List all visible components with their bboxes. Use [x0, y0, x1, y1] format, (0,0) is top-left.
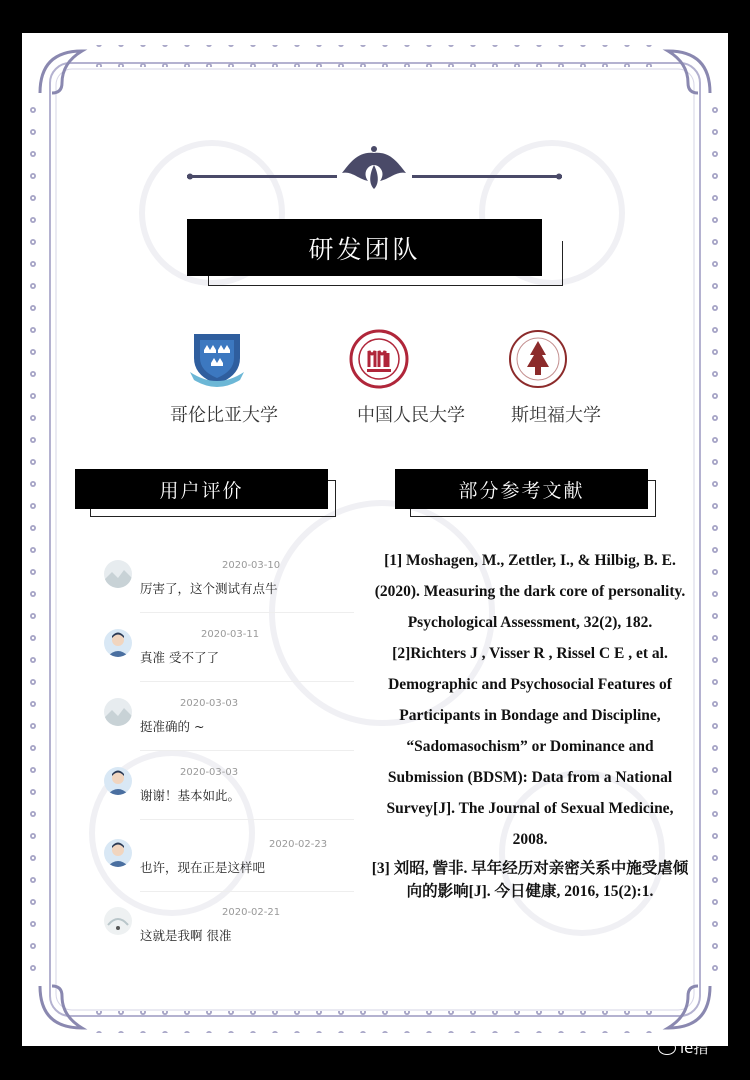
watermark-text: le指: [680, 1039, 709, 1057]
review-date: 2020-03-03: [180, 767, 239, 778]
renmin-seal-icon: [349, 329, 409, 389]
landscape-avatar-icon: [104, 907, 132, 935]
university-name-stanford: 斯坦福大学: [511, 405, 601, 426]
review-item: [104, 767, 354, 825]
landscape-avatar-icon: [104, 560, 132, 588]
review-item: [104, 629, 354, 687]
team-section-title: 研发团队: [308, 234, 421, 264]
reviews-section-title: 用户评价: [159, 479, 244, 502]
review-date: 2020-02-23: [269, 839, 328, 850]
references-section-banner: [395, 469, 648, 509]
columbia-crown-shield-icon: [188, 328, 246, 388]
review-date: 2020-03-11: [201, 629, 260, 640]
landscape-avatar-icon: [104, 698, 132, 726]
references-section-title: 部分参考文献: [458, 479, 585, 502]
team-section-banner: [187, 219, 542, 276]
stanford-tree-seal-icon: [508, 329, 568, 389]
wechat-icon: [658, 1041, 676, 1055]
review-text: 谢谢！基本如此。: [140, 788, 241, 803]
person-avatar-icon: [104, 767, 132, 795]
review-divider: [140, 750, 354, 751]
review-text: 这就是我啊 很准: [140, 928, 232, 943]
review-text: 也许，现在正是这样吧: [140, 860, 266, 875]
review-divider: [140, 612, 354, 613]
review-date: 2020-02-21: [222, 907, 281, 918]
review-date: 2020-03-10: [222, 560, 281, 571]
review-item: [104, 698, 354, 756]
reference-item: [1] Moshagen, M., Zettler, I., & Hilbig, B. E. (2020). Measuring the dark core of personality. Psychological Assessment, 32(2), 182.: [374, 552, 686, 631]
university-name-renmin: 中国人民大学: [357, 405, 465, 426]
reviews-section-banner: [75, 469, 328, 509]
watermark: [658, 1037, 708, 1058]
review-item: [104, 839, 354, 897]
review-date: 2020-03-03: [180, 698, 239, 709]
review-item: [104, 560, 354, 618]
university-name-columbia: 哥伦比亚大学: [170, 405, 278, 426]
references-list: [370, 545, 690, 903]
reference-item: [2]Richters J , Visser R , Rissel C E , et al. Demographic and Psychosocial Features of Participants in Bondage and Discipline, “Sadomasochism” or Dominance and Submission (BDSM): Data from a National Survey[J]. The Journal of Sexual Medicine, 2008.: [386, 645, 674, 848]
review-text: 厉害了，这个测试有点牛: [140, 581, 278, 596]
review-text: 真准 受不了了: [140, 650, 219, 665]
review-text: 挺准确的 ~: [140, 719, 205, 734]
review-divider: [140, 891, 354, 892]
reference-item: [3] 刘昭, 訾非. 早年经历对亲密关系中施受虐倾向的影响[J]. 今日健康, 2016, 15(2):1.: [371, 860, 689, 900]
review-divider: [140, 681, 354, 682]
review-divider: [140, 819, 354, 820]
person-avatar-icon: [104, 839, 132, 867]
document-page: [22, 33, 728, 1046]
person-avatar-icon: [104, 629, 132, 657]
review-item: [104, 907, 354, 965]
